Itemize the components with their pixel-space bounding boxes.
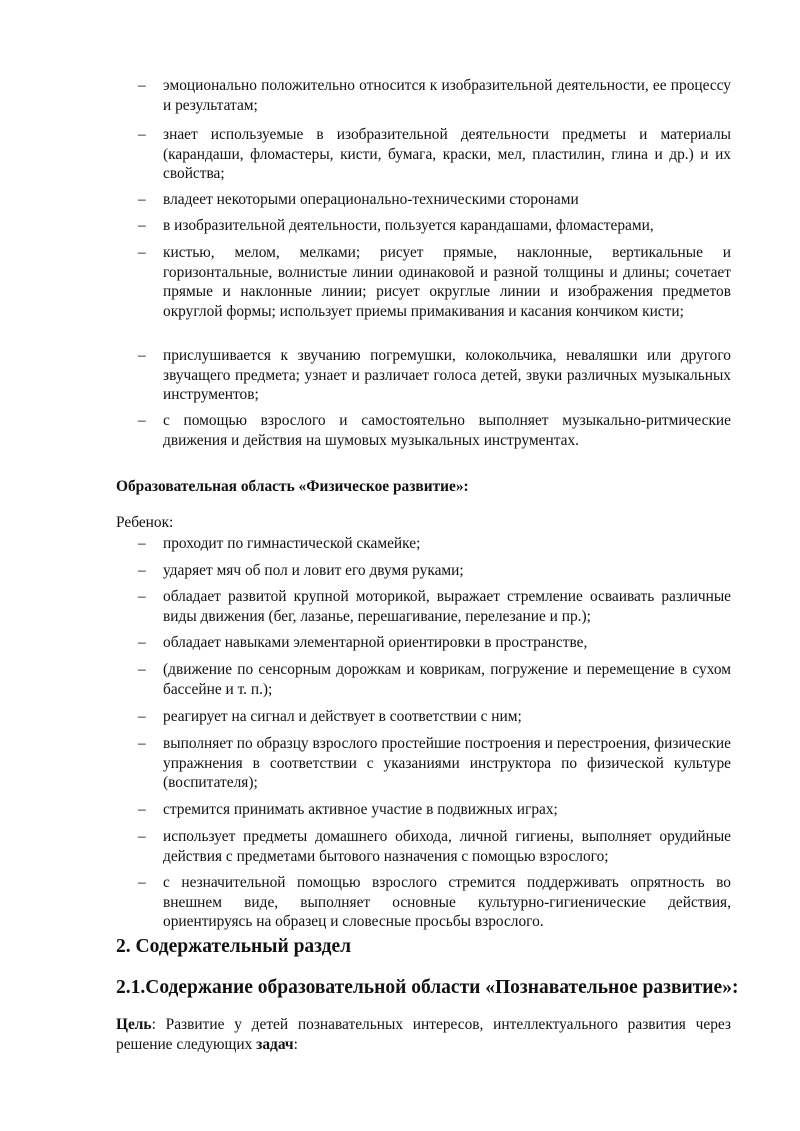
goal-text: : Развитие у детей познавательных интересов, интеллектуального развития через решение следующих (116, 1016, 731, 1053)
child-intro-label: Ребенок: (116, 514, 174, 531)
list-item (138, 707, 731, 727)
list-item-text: выполняет по образцу взрослого простейшие построения и перестроения, физические упражнения в соответствии с указаниями инструктора по физической культуре (воспитателя); (163, 735, 731, 792)
list-item (138, 243, 731, 321)
list-item-text: проходит по гимнастической скамейке; (163, 535, 421, 552)
list-item (138, 411, 731, 450)
list-item (138, 125, 731, 184)
list-dash: – (138, 217, 146, 234)
list-dash: – (138, 801, 146, 818)
list-item-text: кистью, мелом, мелками; рисует прямые, наклонные, вертикальные и горизонтальные, волнистые линии одинаковой и разной толщины и длины; сочетает прямые и наклонные линии; рисует округлые линии и изображения предметов округлой формы; использует приемы примакивания и касания кончиком кисти; (163, 244, 731, 320)
list-item (138, 76, 731, 115)
list-item (138, 190, 731, 210)
tasks-colon: : (293, 1035, 298, 1053)
list-item (138, 873, 731, 932)
list-item-text: обладает навыками элементарной ориентировки в пространстве, (163, 634, 588, 651)
list-dash: – (138, 412, 146, 429)
goal-label: Цель (116, 1016, 152, 1033)
list-dash: – (138, 828, 146, 845)
list-dash: – (138, 191, 146, 208)
goal-paragraph (116, 1015, 731, 1054)
list-item-text: использует предметы домашнего обихода, личной гигиены, выполняет орудийные действия с предметами бытового назначения с помощью взрослого; (163, 828, 731, 865)
list-dash: – (138, 126, 146, 143)
list-item (138, 800, 731, 820)
list-item (138, 561, 731, 581)
list-item-text: ударяет мяч об пол и ловит его двумя руками; (163, 562, 464, 579)
list-item (138, 587, 731, 626)
section-heading-physical: Образовательная область «Физическое развитие»: (116, 478, 469, 495)
list-item-text: реагирует на сигнал и действует в соответствии с ним; (163, 708, 522, 725)
section-title: 2. Содержательный раздел (116, 936, 352, 957)
list-item (138, 734, 731, 793)
list-item (138, 346, 731, 405)
list-dash: – (138, 661, 146, 678)
list-dash: – (138, 708, 146, 725)
list-item-text: эмоционально положительно относится к изобразительной деятельности, ее процессу и результатам; (163, 77, 731, 114)
tasks-word: задач (256, 1035, 294, 1053)
list-dash: – (138, 562, 146, 579)
list-dash: – (138, 634, 146, 651)
list-item-text: прислушивается к звучанию погремушки, колокольчика, неваляшки или другого звучащего предмета; узнает и различает голоса детей, звуки различных музыкальных инструментов; (163, 347, 731, 404)
list-item-text: с помощью взрослого и самостоятельно выполняет музыкально-ритмические движения и действия на шумовых музыкальных инструментах. (163, 412, 731, 449)
list-dash: – (138, 535, 146, 552)
list-item (138, 534, 731, 554)
list-item (138, 633, 731, 653)
list-item (138, 660, 731, 699)
subsection-title: 2.1.Содержание образовательной области «Познавательное развитие»: (116, 977, 739, 998)
list-dash: – (138, 588, 146, 605)
list-item-text: с незначительной помощью взрослого стремится поддерживать опрятность во внешнем виде, выполняет основные культурно-гигиенические действия, ориентируясь на образец и словесные просьбы взрослого. (163, 874, 731, 931)
list-item-text: обладает развитой крупной моторикой, выражает стремление осваивать различные виды движения (бег, лазанье, перешагивание, перелезание и пр.); (163, 588, 731, 625)
list-item-text: стремится принимать активное участие в подвижных играх; (163, 801, 558, 818)
list-item-text: владеет некоторыми операционально-техническими сторонами (163, 191, 579, 208)
list-dash: – (138, 244, 146, 261)
list-item-text: в изобразительной деятельности, пользуется карандашами, фломастерами, (163, 217, 654, 234)
list-dash: – (138, 874, 146, 891)
list-item (138, 827, 731, 866)
list-item-text: (движение по сенсорным дорожкам и коврикам, погружение и перемещение в сухом бассейне и т. п.); (163, 661, 731, 698)
list-dash: – (138, 735, 146, 752)
list-item (138, 216, 731, 236)
list-dash: – (138, 347, 146, 364)
list-dash: – (138, 77, 146, 94)
list-item-text: знает используемые в изобразительной деятельности предметы и материалы (карандаши, фломастеры, кисти, бумага, краски, мел, пластилин, глина и др.) и их свойства; (163, 126, 731, 183)
